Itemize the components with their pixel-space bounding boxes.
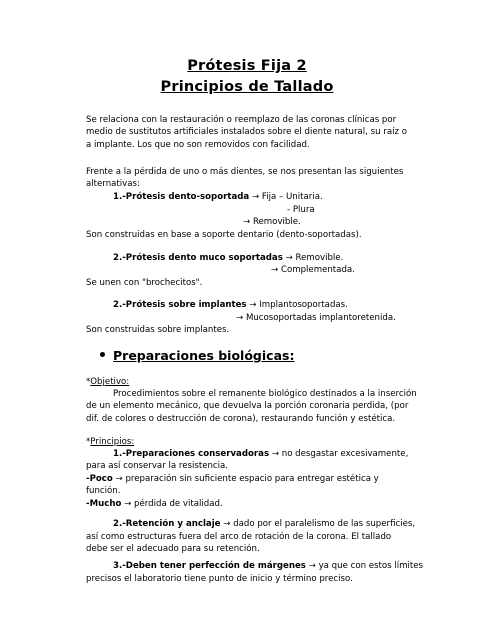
- item2-option-2-line: [271, 265, 355, 276]
- arrow-icon: →: [271, 449, 280, 459]
- item3-option-2-line: [236, 313, 396, 324]
- principle-3-line-2: precisos el laboratorio tiene punto de inicio y término preciso.: [86, 574, 353, 584]
- item2-option-2: Complementada.: [280, 265, 355, 275]
- principle-3-text: ya que con estos límites: [318, 561, 424, 571]
- item2-option-1: Removible.: [295, 253, 344, 263]
- objective-line-3: dif. de colores o destrucción de corona), restaurando función y estética.: [86, 414, 396, 424]
- item2-line: [113, 253, 343, 264]
- poco-text: preparación sin suficiente espacio para entregar estética y: [125, 474, 379, 484]
- item1-option-3: Removible.: [252, 217, 301, 227]
- arrow-icon: →: [236, 313, 244, 323]
- section-heading: Preparaciones biológicas:: [113, 348, 295, 363]
- intro-line-1: Se relaciona con la restauración o reemplazo de las coronas clínicas por: [86, 115, 397, 125]
- item1-line: [113, 192, 323, 203]
- principles-label-line: [86, 437, 134, 448]
- poco-line-2: función.: [86, 486, 121, 496]
- item3-note: Son construidas sobre implantes.: [86, 325, 230, 335]
- item3-option-2: Mucosoportadas implantoretenida.: [245, 313, 396, 323]
- arrow-icon: →: [223, 519, 231, 529]
- item1-label: 1.-Prótesis dento-soportada: [113, 192, 250, 202]
- document-title: Prótesis Fija 2: [187, 58, 307, 74]
- arrow-icon: →: [271, 265, 279, 275]
- arrow-icon: →: [251, 192, 260, 202]
- principle-2-line-2: así como estructuras fuera del arco de rotación de la corona. El tallado: [86, 532, 392, 542]
- item1-option-1: Fija – Unitaria.: [261, 192, 323, 202]
- mucho-line: [86, 499, 223, 510]
- item3-line: [113, 300, 348, 311]
- item3-label: 2.-Prótesis sobre implantes: [113, 300, 247, 310]
- principle-1-text: no desgastar excesivamente,: [281, 449, 409, 459]
- alternatives-line-2: alternativas:: [86, 179, 140, 189]
- item1-option-3-line: [243, 217, 301, 228]
- item1-note: Son construidas en base a soporte dentario (dento-soportadas).: [86, 230, 362, 240]
- arrow-icon: →: [124, 499, 132, 509]
- alternatives-line-1: Frente a la pérdida de uno o más dientes, se nos presentan las siguientes: [86, 167, 404, 177]
- intro-line-2: medio de sustitutos artificiales instalados sobre el diente natural, su raíz o: [86, 127, 407, 137]
- objective-prefix: *: [86, 377, 91, 387]
- objective-line-2: de un elemento mecánico, que devuelva la porción coronaria perdida, (por: [86, 401, 409, 411]
- poco-line: [86, 474, 379, 485]
- principle-1-line: [113, 449, 408, 460]
- arrow-icon: →: [243, 217, 251, 227]
- arrow-icon: →: [249, 300, 257, 310]
- bullet-icon: [100, 352, 105, 357]
- principle-3-line: [113, 561, 423, 572]
- intro-line-3: a implante. Los que no son removidos con facilidad.: [86, 140, 310, 150]
- objective-label: Objetivo:: [90, 377, 130, 387]
- item2-note: Se unen con "brochecitos".: [86, 278, 203, 288]
- item1-option-2: - Plura: [287, 205, 315, 215]
- principles-prefix: *: [86, 437, 91, 447]
- poco-label: -Poco: [86, 474, 113, 484]
- principles-label: Principios:: [90, 437, 135, 447]
- arrow-icon: →: [285, 253, 293, 263]
- mucho-text: pérdida de vitalidad.: [134, 499, 223, 509]
- principle-2-text: dado por el paralelismo de las superficies,: [233, 519, 416, 529]
- arrow-icon: →: [115, 474, 123, 484]
- principle-2-line-3: debe ser el adecuado para su retención.: [86, 544, 260, 554]
- mucho-label: -Mucho: [86, 499, 122, 509]
- objective-label-line: [86, 377, 129, 388]
- principle-3-label: 3.-Deben tener perfección de márgenes: [113, 561, 306, 571]
- document-subtitle: Principios de Tallado: [160, 79, 334, 95]
- objective-line-1: Procedimientos sobre el remanente biológico destinados a la inserción: [113, 389, 417, 399]
- item2-label: 2.-Prótesis dento muco soportadas: [113, 253, 283, 263]
- principle-1-line-2: para así conservar la resistencia.: [86, 461, 229, 471]
- arrow-icon: →: [308, 561, 316, 571]
- principle-2-line: [113, 519, 415, 530]
- principle-1-label: 1.-Preparaciones conservadoras: [113, 449, 270, 459]
- item3-option-1: Implantosoportadas.: [259, 300, 348, 310]
- principle-2-label: 2.-Retención y anclaje: [113, 519, 221, 529]
